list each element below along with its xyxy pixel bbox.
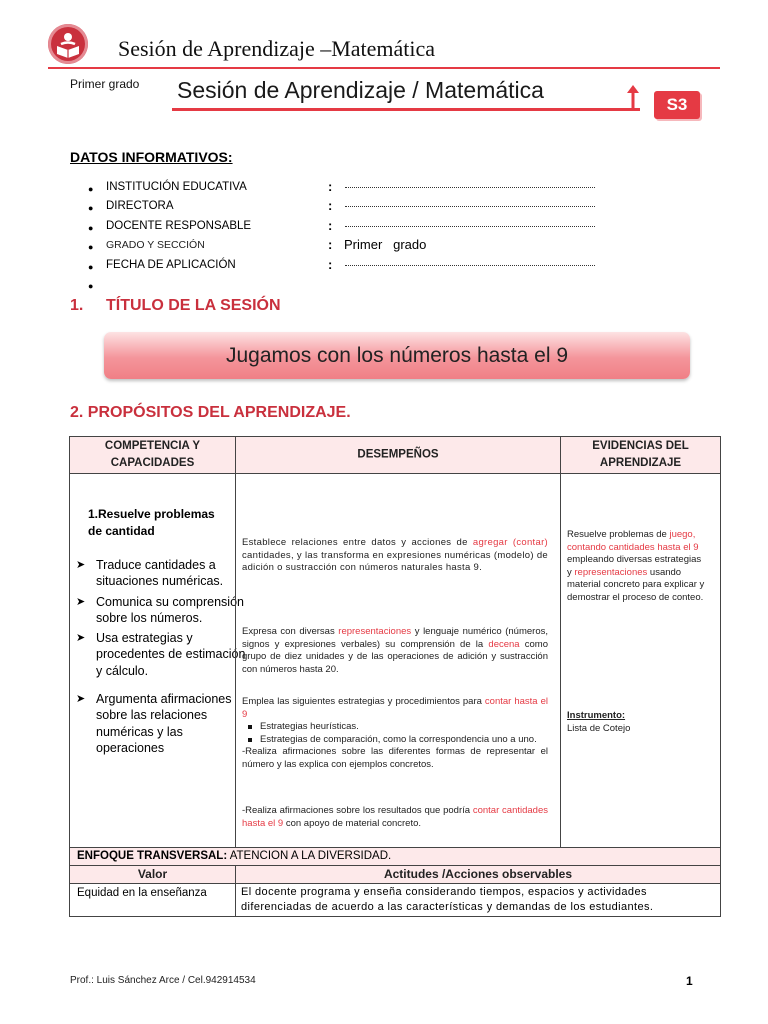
header-desempenos xyxy=(235,436,561,474)
desempeno-5 xyxy=(242,805,548,830)
bullet-icon: ● xyxy=(88,261,94,272)
evidencia-part: usando material concreto para explicar y demostrar el proceso de conteo. xyxy=(567,566,705,603)
enfoque-value: ATENCION A LA DIVERSIDAD. xyxy=(227,850,392,862)
capacidad-item xyxy=(76,630,246,679)
instrumento-title: Instrumento: xyxy=(567,710,626,721)
strategy-item xyxy=(260,721,548,734)
capacidad-text: Comunica su comprensión sobre los números. xyxy=(96,594,244,625)
info-label: FECHA DE APLICACIÓN xyxy=(106,258,236,271)
capacidad-text: Usa estrategias y procedentes de estimación y cálculo. xyxy=(96,631,246,678)
section-2-heading: 2. PROPÓSITOS DEL APRENDIZAJE. xyxy=(70,404,351,421)
header-divider xyxy=(48,67,720,69)
reading-book-icon xyxy=(48,24,88,64)
info-label: DOCENTE RESPONSABLE xyxy=(106,219,252,232)
info-value: Primer grado xyxy=(344,237,427,253)
evidencias-cell xyxy=(560,473,721,848)
capacidad-item xyxy=(76,557,246,590)
bullet-icon: ● xyxy=(88,222,94,233)
evidencia-part: empleando diversas estrategias y xyxy=(567,554,702,578)
evidencia-text xyxy=(567,529,707,604)
bullet-icon: ● xyxy=(88,242,94,253)
desempeno-2 xyxy=(242,626,548,676)
evidencia-highlight: representaciones xyxy=(574,566,648,578)
section-1-heading xyxy=(70,297,281,315)
header-valor: Valor xyxy=(69,865,236,884)
instrumento xyxy=(567,710,707,735)
info-item-directora xyxy=(88,199,628,218)
competencia-title: 1.Resuelve problemas de cantidad xyxy=(88,507,215,538)
desempeno-highlight: contar cantidades hasta el 9 xyxy=(242,805,548,829)
strategy-text: Estrategias heurísticas. xyxy=(260,721,359,732)
session-title-banner: Jugamos con los números hasta el 9 xyxy=(104,332,690,379)
header-actitudes: Actitudes /Acciones observables xyxy=(235,865,721,884)
header-text: DESEMPEÑOS xyxy=(357,448,439,461)
valor-cell: Equidad en la enseñanza xyxy=(69,883,236,917)
header-competencia xyxy=(69,436,236,474)
section-number: 1. xyxy=(70,297,84,314)
info-colon: : xyxy=(328,179,333,194)
strategy-text: Estrategias de comparación, como la correspondencia uno a uno. xyxy=(260,733,537,745)
desempeno-text: -Realiza afirmaciones sobre los resultados que podría xyxy=(242,805,473,816)
session-heading: Sesión de Aprendizaje / Matemática xyxy=(177,77,544,103)
evidencia-part: Resuelve problemas de xyxy=(567,529,670,540)
desempeno-text: como grupo de diez unidades y de las operaciones de adición y sustracción con números hasta 20. xyxy=(242,638,548,675)
info-colon: : xyxy=(328,198,333,214)
info-blank-field[interactable] xyxy=(345,265,595,266)
school-logo xyxy=(48,24,88,64)
desempeno-highlight: representaciones xyxy=(338,626,412,637)
info-label: INSTITUCIÓN EDUCATIVA xyxy=(106,181,247,193)
desempeno-text: y lenguaje numérico (números, signos y expresiones verbales) su comprensión de la xyxy=(242,626,548,650)
info-item-empty xyxy=(88,277,628,296)
arrow-bullet-icon: ➤ xyxy=(76,693,86,706)
desempeno-text: Establece relaciones entre datos y acciones de xyxy=(242,537,473,548)
info-item-grado xyxy=(88,238,628,257)
desempeno-highlight: decena xyxy=(488,638,520,650)
evidencia-highlight: juego, contando cantidades hasta el 9 xyxy=(567,529,699,553)
info-colon: : xyxy=(328,256,333,272)
info-label: DIRECTORA xyxy=(106,200,174,213)
strategy-item xyxy=(260,734,548,747)
arrow-bullet-icon: ➤ xyxy=(76,632,86,645)
header-text: COMPETENCIA Y CAPACIDADES xyxy=(104,440,201,469)
bullet-icon: ● xyxy=(88,203,94,214)
desempeno-text: Expresa con diversas xyxy=(242,626,339,637)
actitudes-cell: El docente programa y enseña considerando tiempos, espacios y actividades diferenciadas de acuerdo a las características y demandas de los estudiantes. xyxy=(235,883,721,917)
info-colon: : xyxy=(328,237,333,253)
instrumento-value: Lista de Cotejo xyxy=(567,722,631,734)
footer-author: Prof.: Luis Sánchez Arce / Cel.942914534 xyxy=(70,975,256,986)
info-item-fecha xyxy=(88,258,628,277)
square-bullet-icon xyxy=(248,738,252,742)
heading-underline xyxy=(172,108,640,111)
capacidad-text: Argumenta afirmaciones sobre las relaciones numéricas y las operaciones xyxy=(96,692,232,755)
grade-label: Primer grado xyxy=(70,77,140,91)
desempeno-highlight: agregar (contar) xyxy=(472,537,548,548)
enfoque-row xyxy=(69,847,721,866)
session-badge: S3 xyxy=(654,91,700,119)
capacidad-text: Traduce cantidades a situaciones numéricas. xyxy=(96,558,224,589)
info-item-institucion xyxy=(88,180,628,199)
desempeno-text: con apoyo de material concreto. xyxy=(283,817,422,829)
info-list xyxy=(88,180,628,296)
desempenos-cell xyxy=(235,473,561,848)
info-item-docente xyxy=(88,219,628,238)
desempeno-text: cantidades, y las transforma en expresiones numéricas (modelo) de adición o sustracción con números naturales hasta 9. xyxy=(242,549,548,573)
info-blank-field[interactable] xyxy=(345,187,595,188)
document-title: Sesión de Aprendizaje –Matemática xyxy=(118,36,436,61)
bullet-icon: ● xyxy=(88,184,94,194)
info-colon: : xyxy=(328,217,333,233)
desempeno-text: Emplea las siguientes estrategias y procedimientos para xyxy=(242,696,485,707)
desempeno-3 xyxy=(242,696,548,771)
enfoque-label: ENFOQUE TRANSVERSAL: xyxy=(77,850,228,862)
page-number: 1 xyxy=(686,974,693,988)
section-title: TÍTULO DE LA SESIÓN xyxy=(106,297,281,314)
desempeno-4: -Realiza afirmaciones sobre las diferentes formas de representar el número y las explica con ejemplos concretos. xyxy=(242,746,548,770)
header-text: EVIDENCIAS DEL APRENDIZAJE xyxy=(592,440,689,469)
capacidad-item xyxy=(76,594,246,627)
arrow-bullet-icon: ➤ xyxy=(76,595,86,608)
capacidades-list xyxy=(76,557,246,760)
arrow-up-icon xyxy=(626,84,640,111)
strategy-list xyxy=(242,721,548,746)
desempeno-highlight: contar hasta el 9 xyxy=(242,696,548,720)
info-blank-field[interactable] xyxy=(345,206,595,207)
desempeno-1 xyxy=(242,537,548,575)
header-evidencias xyxy=(560,436,721,474)
info-label: GRADO Y SECCIÓN xyxy=(106,239,205,252)
competencia-cell xyxy=(69,473,246,848)
capacidad-item xyxy=(76,691,246,756)
info-blank-field[interactable] xyxy=(345,226,595,227)
datos-informativos-title: DATOS INFORMATIVOS: xyxy=(70,149,233,165)
bullet-icon: ● xyxy=(88,280,94,291)
arrow-bullet-icon: ➤ xyxy=(76,559,86,571)
square-bullet-icon xyxy=(248,725,252,729)
